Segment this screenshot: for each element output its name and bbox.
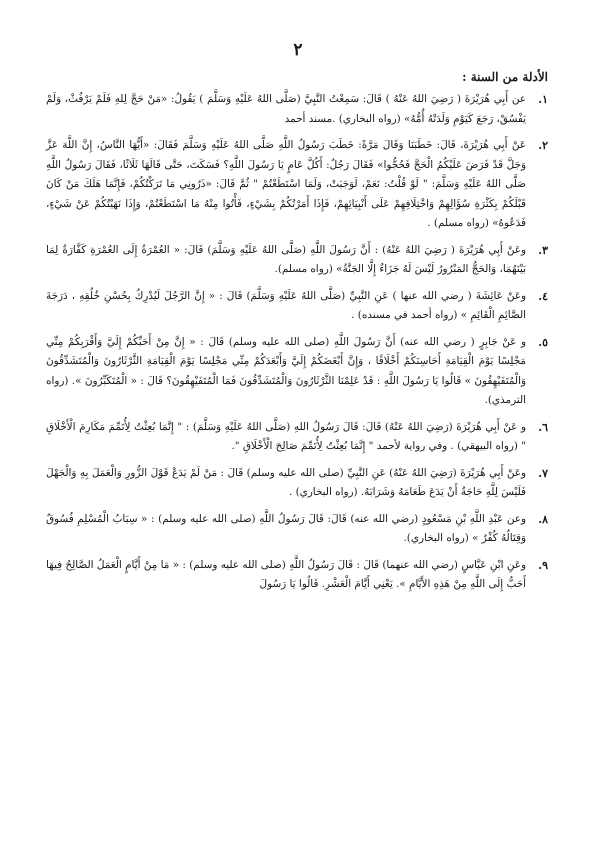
- item-text: و عَنْ جَابِرٍ ( رضي الله عنه) أَنَّ رَسُولَ اللَّهِ (صلى الله عليه وسلم) قَالَ : « إِنَّ مِنْ أَحَبِّكُمْ إِلَيَّ وَأَقْرَبِكُمْ مِنِّي مَجْلِسًا يَوْمَ الْقِيَامَةِ أَحَاسِنَكُمْ أَخْلَاقًا ، وَإِنَّ أَبْغَضَكُمْ إِلَيَّ وَأَبْعَدَكُمْ مِنِّي مَجْلِسًا يَوْمَ الْقِيَامَةِ الثَّرْثَارُونَ وَالْمُتَشَدِّقُونَ وَالْمُتَفَيْهِقُونَ » قَالُوا يَا رَسُولَ اللَّهِ : قَدْ عَلِمْنَا الثَّرْثَارُونَ وَالْمُتَشَدِّقُونَ فَمَا الْمُتَفَيْهِقُونَ؟ قَالَ : « الْمُتَكَبِّرُونَ ». (رواه الترمذي).: [46, 335, 526, 406]
- list-item: [46, 418, 548, 457]
- item-number: ٨.: [538, 512, 548, 526]
- item-number: ٥.: [538, 335, 548, 349]
- list-item: [46, 241, 548, 280]
- item-text: وعَنْ أَبِي هُرَيْرَةَ (رَضِيَ اللهُ عَنْهُ) عَنِ النَّبِيِّ (صلى الله عليه وسلم) قَالَ : مَنْ لَمْ يَدَعْ قَوْلَ الزُّورِ وَالْعَمَلَ بِهِ وَالْجَهْلَ فَلَيْسَ لِلَّهِ حَاجَةٌ أَنْ يَدَعَ طَعَامَهُ وَشَرَابَهُ. (رواه البخاري) .: [46, 466, 526, 498]
- item-number: ٢.: [538, 139, 548, 152]
- page-number: ٢: [293, 40, 303, 60]
- list-item: [46, 464, 548, 503]
- item-text: و عَنْ أَبِي هُرَيْرَةَ (رَضِيَ اللهُ عَنْهُ) قَالَ: قَالَ رَسُولُ اللهِ (صَلَّى اللهُ عَلَيْهِ وَسَلَّمَ) : " إِنَّمَا بُعِثْتُ لِأُتَمِّمَ مَكَارِمَ الْأَخْلَاقِ " (رواه البيهقي) . وفي رواية لأحمد " إِنَّمَا بُعِثْتُ لِأُتَمِّمَ صَالِحَ الْأَخْلَاقِ ".: [46, 420, 526, 452]
- hadith-list: [46, 90, 548, 602]
- item-text: وعن عَبْدِ اللَّهِ بْنِ مَسْعُودٍ (رضي الله عنه) قَالَ: قَالَ رَسُولُ اللَّهِ (صلى الله عليه وسلم) : « سِبَابُ الْمُسْلِمِ فُسُوقٌ وَقِتَالُهُ كُفْرٌ » (رواه البخاري).: [46, 512, 526, 544]
- list-item: [46, 556, 548, 595]
- item-text: وعَنْ أَبِي هُرَيْرَةَ ( رَضِيَ اللهُ عَنْهُ) : أَنَّ رَسُولَ اللَّهِ (صَلَّى اللهُ عَلَيْهِ وَسَلَّمَ) قَالَ: « العُمْرَةُ إِلَى العُمْرَةِ كَفَّارَةٌ لِمَا بَيْنَهُمَا، وَالحَجُّ المَبْرُورُ لَيْسَ لَهُ جَزَاءٌ إِلَّا الجَنَّةُ» (رواه مسلم).: [46, 243, 526, 275]
- item-text: عن أَبِي هُرَيْرَةَ ( رَضِيَ اللهُ عَنْهُ ) قَالَ: سَمِعْتُ النَّبِيَّ (صَلَّى اللهُ عَلَيْهِ وَسَلَّمَ ) يَقُولُ: «مَنْ حَجَّ لِلهِ فَلَمْ يَرْفُثْ، وَلَمْ يَفْسُقْ، رَجَعَ كَيَوْمِ وَلَدَتْهُ أُمُّهُ» (رواه البخاري) .مسند أحمد: [46, 93, 526, 125]
- item-text: عَنْ أَبِي هُرَيْرَةَ، قَالَ: خَطَبَنَا وَقَالَ مَرَّةً: خَطَبَ رَسُولُ اللَّهِ صَلَّى اللهُ عَلَيْهِ وَسَلَّمَ فَقَالَ: «أَيُّهَا النَّاسُ، إِنَّ اللَّهَ عَزَّ وَجَلَّ قَدْ فَرَضَ عَلَيْكُمُ الْحَجَّ فَحُجُّوا» فَقَالَ رَجُلٌ: أَكُلَّ عَامٍ يَا رَسُولَ اللَّهِ؟ فَسَكَتَ، حَتَّى قَالَهَا ثَلَاثًا، فَقَالَ رَسُولُ اللَّهِ صَلَّى اللهُ عَلَيْهِ وَسَلَّمَ: " لَوْ قُلْتُ: نَعَمْ، لَوَجَبَتْ، وَلَمَا اسْتَطَعْتُمْ " ثُمَّ قَالَ: «ذَرُونِي مَا تَرَكْتُكُمْ، فَإِنَّمَا هَلَكَ مَنْ كَانَ قَبْلَكُمْ بِكَثْرَةِ سُؤَالِهِمْ وَاخْتِلَافِهِمْ عَلَى أَنْبِيَائِهِمْ، فَإِذَا أَمَرْتُكُمْ بِشَيْءٍ، فَأْتُوا مِنْهُ مَا اسْتَطَعْتُمْ، وَإِذَا نَهَيْتُكُمْ عَنْ شَيْءٍ، فَدَعُوهُ» (رواه مسلم) .: [46, 139, 526, 229]
- list-item: [46, 136, 548, 234]
- list-item: [46, 287, 548, 326]
- item-number: ٣.: [538, 243, 548, 257]
- item-number: ١.: [538, 93, 548, 106]
- list-item: [46, 333, 548, 411]
- item-text: وعَنْ عَائِشَةَ ( رضي الله عنها ) عَنِ النَّبِيِّ (صَلَّى اللهُ عَلَيْهِ وَسَلَّمَ) قَالَ : « إِنَّ الرَّجُلَ لَيُدْرِكُ بِحُسْنِ خُلُقِهِ ، دَرَجَةَ الصَّائِمِ الْقَائِمِ » (رواه أحمد في مسنده) .: [46, 289, 526, 321]
- item-text: وعَنِ ابْنِ عَبَّاسٍ (رضي الله عنهما) قَالَ : قَالَ رَسُولُ اللَّهِ (صلى الله عليه وسلم) : « مَا مِنْ أَيَّامٍ الْعَمَلُ الصَّالِحُ فِيهَا أَحَبُّ إِلَى اللَّهِ مِنْ هَذِهِ الأَيَّامِ ». يَعْنِي أَيَّامَ الْعَشْرِ. قَالُوا يَا رَسُولَ: [46, 558, 526, 590]
- item-number: ٤.: [538, 289, 548, 303]
- item-number: ٦.: [538, 420, 548, 434]
- list-item: [46, 510, 548, 549]
- item-number: ٩.: [538, 558, 548, 572]
- list-item: [46, 90, 548, 129]
- section-heading: الأدلة من السنة :: [462, 70, 548, 84]
- item-number: ٧.: [538, 466, 548, 480]
